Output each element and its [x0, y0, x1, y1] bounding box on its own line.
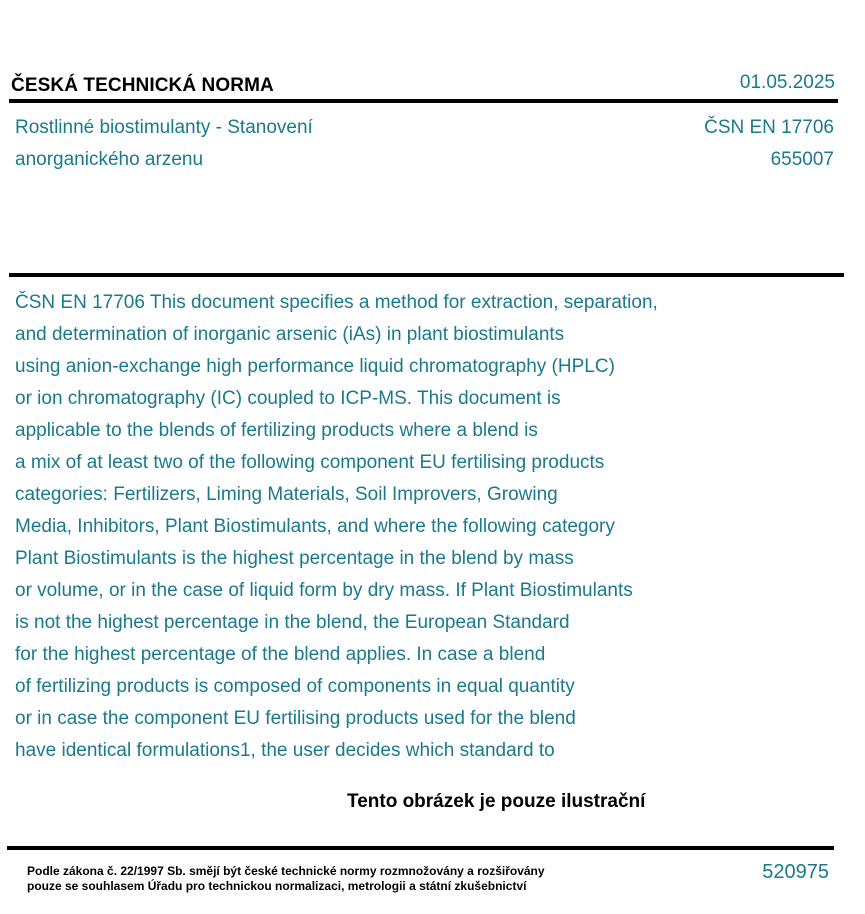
abstract-line: or in case the component EU fertilising products used for the blend — [15, 708, 576, 729]
publication-date: 01.05.2025 — [739, 72, 835, 93]
document-type-heading: ČESKÁ TECHNICKÁ NORMA — [11, 75, 274, 96]
illustration-notice: Tento obrázek je pouze ilustrační — [347, 791, 646, 812]
abstract-line: Media, Inhibitors, Plant Biostimulants, and where the following category — [15, 516, 615, 537]
abstract-line: is not the highest percentage in the blend, the European Standard — [15, 612, 570, 633]
standard-title-line-1: Rostlinné biostimulanty - Stanovení — [15, 117, 313, 138]
section-rule — [9, 273, 844, 277]
header-rule — [9, 99, 838, 103]
abstract-line: a mix of at least two of the following component EU fertilising products — [15, 452, 605, 473]
footer-rule — [7, 846, 834, 850]
abstract-line: Plant Biostimulants is the highest percentage in the blend by mass — [15, 548, 574, 569]
abstract-line: ČSN EN 17706 This document specifies a method for extraction, separation, — [15, 292, 658, 313]
abstract-line: for the highest percentage of the blend applies. In case a blend — [15, 644, 546, 665]
classification-number: 655007 — [770, 149, 834, 170]
legal-notice-line-2: pouze se souhlasem Úřadu pro technickou normalizaci, metrologii a státní zkušebnictví — [27, 879, 527, 893]
abstract-line: have identical formulations1, the user decides which standard to — [15, 740, 555, 761]
abstract-line: and determination of inorganic arsenic (iAs) in plant biostimulants — [15, 324, 565, 345]
abstract-text — [15, 287, 775, 767]
abstract-line: or volume, or in the case of liquid form by dry mass. If Plant Biostimulants — [15, 580, 633, 601]
abstract-line: or ion chromatography (IC) coupled to ICP-MS. This document is — [15, 388, 561, 409]
legal-notice-line-1: Podle zákona č. 22/1997 Sb. smějí být české technické normy rozmnožovány a rozšiřovány — [27, 864, 545, 878]
standard-code: ČSN EN 17706 — [704, 117, 834, 138]
abstract-line: using anion-exchange high performance liquid chromatography (HPLC) — [15, 356, 615, 377]
abstract-line: of fertilizing products is composed of components in equal quantity — [15, 676, 575, 697]
abstract-line: categories: Fertilizers, Liming Materials, Soil Improvers, Growing — [15, 484, 558, 505]
abstract-line: applicable to the blends of fertilizing products where a blend is — [15, 420, 538, 441]
document-number: 520975 — [762, 861, 829, 883]
standard-title-line-2: anorganického arzenu — [15, 149, 204, 170]
